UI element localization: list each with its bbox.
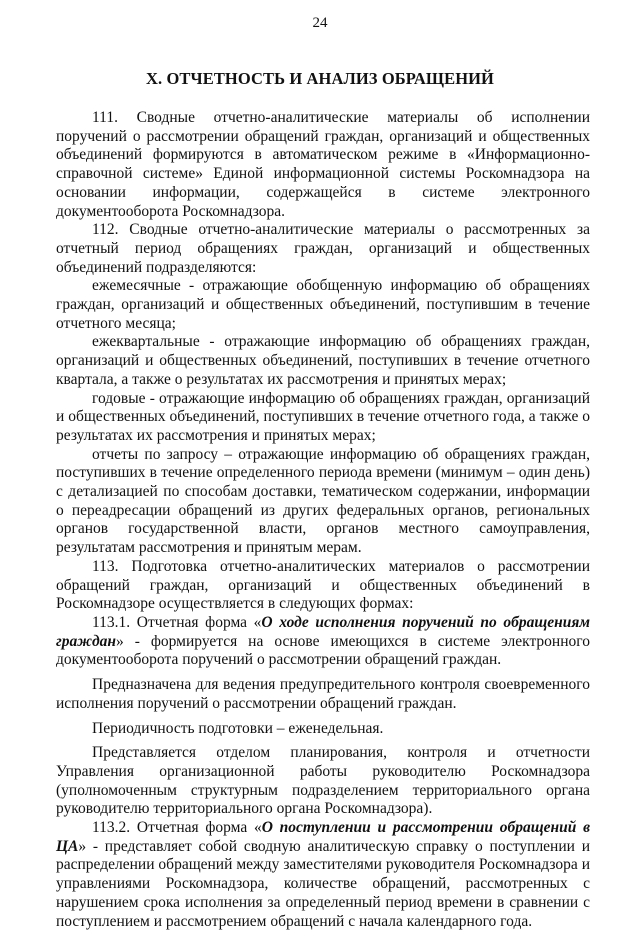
paragraph-113-1 (56, 614, 590, 670)
paragraph-111: 111. Сводные отчетно-аналитические материалы об исполнении поручений о рассмотрении обращений граждан, организаций и общественных объединений формируются в автоматическом режиме в «Информационно-справочной системе» Единой информационной системы Роскомнадзора на основании информации, содержащейся в системе электронного документооборота Роскомнадзора. (56, 109, 590, 220)
form-113-2-prefix: 113.2. Отчетная форма « (92, 819, 262, 837)
paragraph-purpose: Предназначена для ведения предупредительного контроля своевременного исполнения поручений о рассмотрении обращений граждан. (56, 676, 590, 712)
document-body (56, 109, 590, 931)
form-113-1-prefix: 113.1. Отчетная форма « (92, 613, 262, 631)
form-113-1-description: » - формируется на основе имеющихся в системе электронного документооборота поручений о рассмотрении обращений граждан. (56, 632, 590, 669)
page-number: 24 (312, 15, 328, 31)
list-item-monthly: ежемесячные - отражающие обобщенную информацию об обращениях граждан, организаций и общественных объединений, поступившим в течение отчетного месяца; (56, 277, 590, 332)
paragraph-frequency: Периодичность подготовки – еженедельная. (92, 719, 384, 737)
list-item-quarterly: ежеквартальные - отражающие информацию об обращениях граждан, организаций и общественных объединений, поступивших в течение отчетного квартала, а также о результатах их рассмотрения и принятых мерах; (56, 333, 590, 388)
form-113-2-description: » - представляет собой сводную аналитическую справку о поступлении и распределении обращений между заместителями руководителя Роскомнадзора и управлениями Роскомнадзора, количестве обращений, рассмотренных с нарушением срока исполнения за определенный период времени в сравнении с поступлением и рассмотрением обращений с начала календарного года. (56, 837, 590, 930)
paragraph-112: 112. Сводные отчетно-аналитические материалы о рассмотренных за отчетный период обращениях граждан, организаций и общественных объединений подразделяются: (56, 221, 590, 276)
paragraph-113: 113. Подготовка отчетно-аналитических материалов о рассмотрении обращений граждан, организаций и общественных объединений в Роскомнадзоре осуществляется в следующих формах: (56, 557, 590, 613)
list-item-annual: годовые - отражающие информацию об обращениях граждан, организаций и общественных объединений, поступивших в течение отчетного года, а также о результатах их рассмотрения и принятых мерах; (56, 389, 590, 444)
form-113-1-title: О ходе исполнения поручений по обращениям граждан (56, 613, 590, 650)
section-heading: X. ОТЧЕТНОСТЬ И АНАЛИЗ ОБРАЩЕНИЙ (146, 69, 494, 88)
paragraph-113-2 (56, 819, 590, 931)
list-item-on-request: отчеты по запросу – отражающие информацию об обращениях граждан, поступивших в течение определенного периода времени (минимум – один день) с детализацией по способам доставки, тематическом содержании, информации о переадресации обращений из других федеральных органов, региональных органов государственной власти, органов местного самоуправления, результатам рассмотрения и принятым мерам. (56, 445, 590, 557)
form-113-2-title: О поступлении и рассмотрении обращений в ЦА (56, 819, 590, 855)
paragraph-submitted: Представляется отделом планирования, контроля и отчетности Управления организационной работы руководителю Роскомнадзора (уполномоченным структурным подразделением территориального органа руководителю территориального органа Роскомнадзора). (56, 744, 590, 818)
